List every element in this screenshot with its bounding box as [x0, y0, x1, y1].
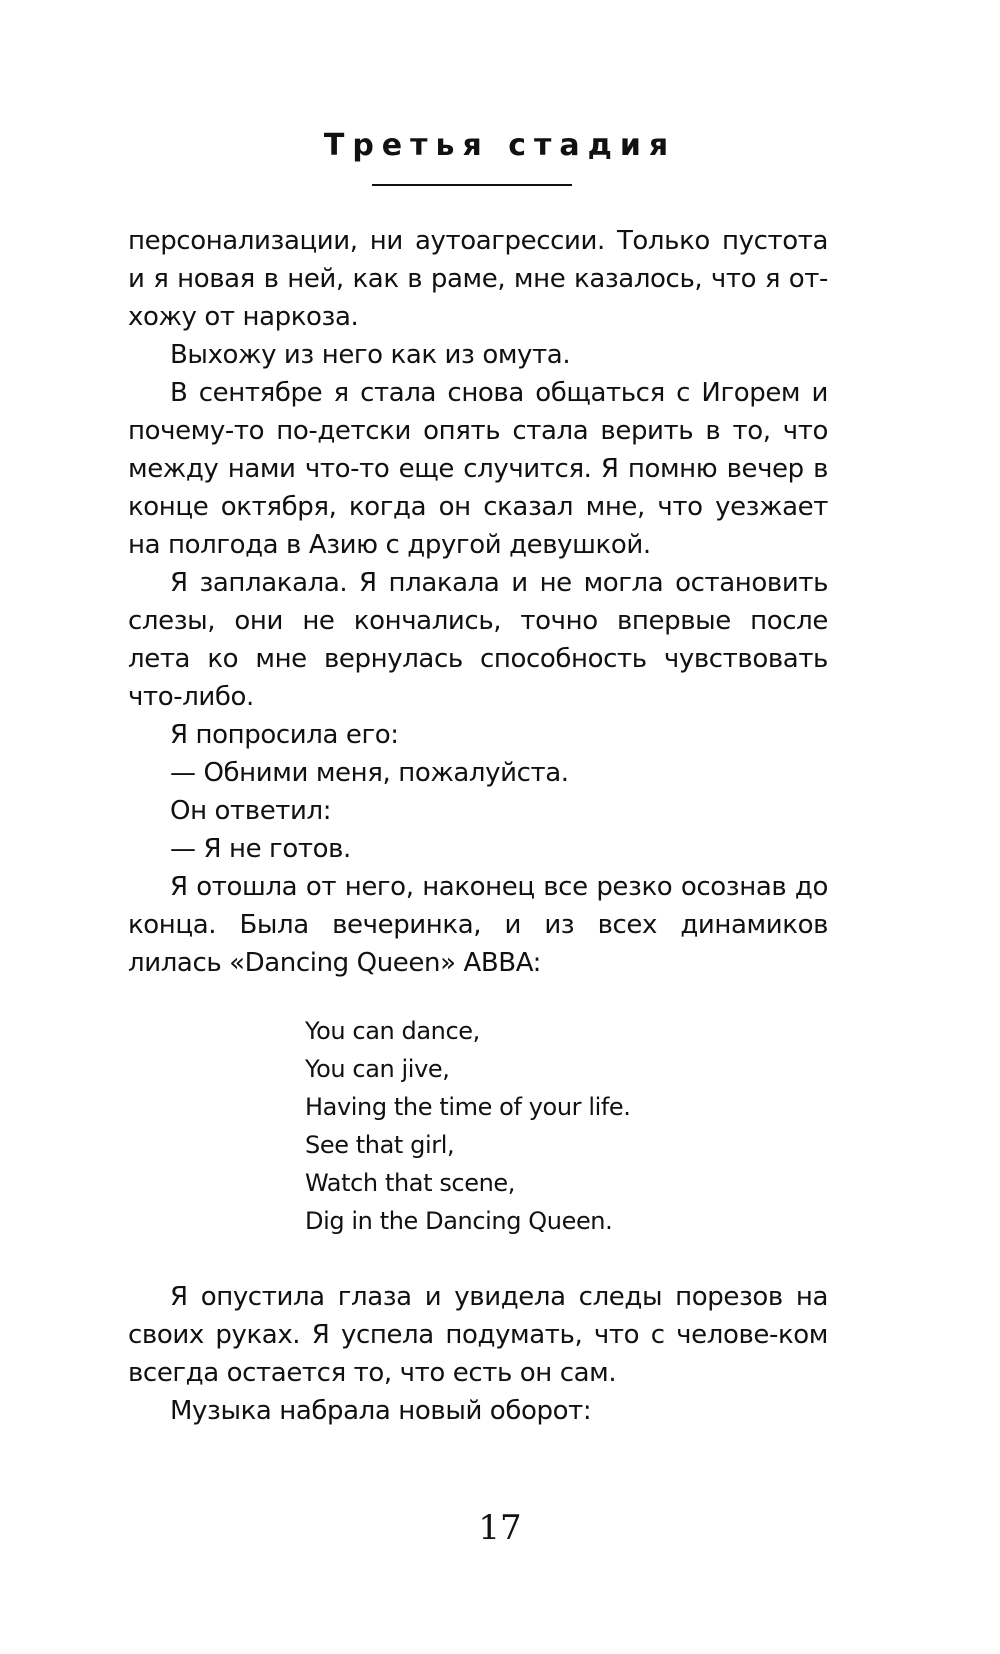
paragraph: Выхожу из него как из омута. [170, 340, 571, 370]
lyric-line: Having the time of your life. [305, 1093, 631, 1121]
paragraph: Я попросила его: [170, 720, 399, 750]
page-number: 17 [478, 1508, 522, 1548]
running-head-title: Третья стадия [323, 128, 677, 163]
paragraph: Я отошла от него, наконец все резко осознав до конца. Была вечеринка, и из всех динамиков лилась «Dancing Queen» ABBA: [128, 872, 828, 978]
paragraph: персонализации, ни аутоагрессии. Только пустота и я новая в ней, как в раме, мне казалось, что я от-хожу от наркоза. [128, 226, 828, 332]
header-divider [372, 184, 572, 186]
dialogue-line: — Я не готов. [170, 834, 351, 864]
paragraph: Он ответил: [170, 796, 332, 826]
dialogue-line: — Обними меня, пожалуйста. [170, 758, 569, 788]
lyric-line: You can jive, [305, 1055, 450, 1083]
paragraph: В сентябре я стала снова общаться с Игорем и почему-то по-детски опять стала верить в то, что между нами что-то еще случится. Я помню вечер в конце октября, когда он сказал мне, что уезжает на полгода в Азию с другой девушкой. [128, 378, 828, 560]
paragraph: Я опустила глаза и увидела следы порезов на своих руках. Я успела подумать, что с челове-ком всегда остается то, что есть он сам. [128, 1282, 828, 1388]
song-lyrics [128, 1012, 828, 1240]
lyric-line: Dig in the Dancing Queen. [305, 1207, 613, 1235]
paragraph: Я заплакала. Я плакала и не могла остановить слезы, они не кончались, точно впервые после лета ко мне вернулась способность чувствовать что-либо. [128, 568, 828, 712]
body-text [128, 222, 828, 1430]
lyric-line: You can dance, [305, 1017, 480, 1045]
paragraph: Музыка набрала новый оборот: [170, 1396, 592, 1426]
lyric-line: See that girl, [305, 1131, 455, 1159]
lyric-line: Watch that scene, [305, 1169, 515, 1197]
